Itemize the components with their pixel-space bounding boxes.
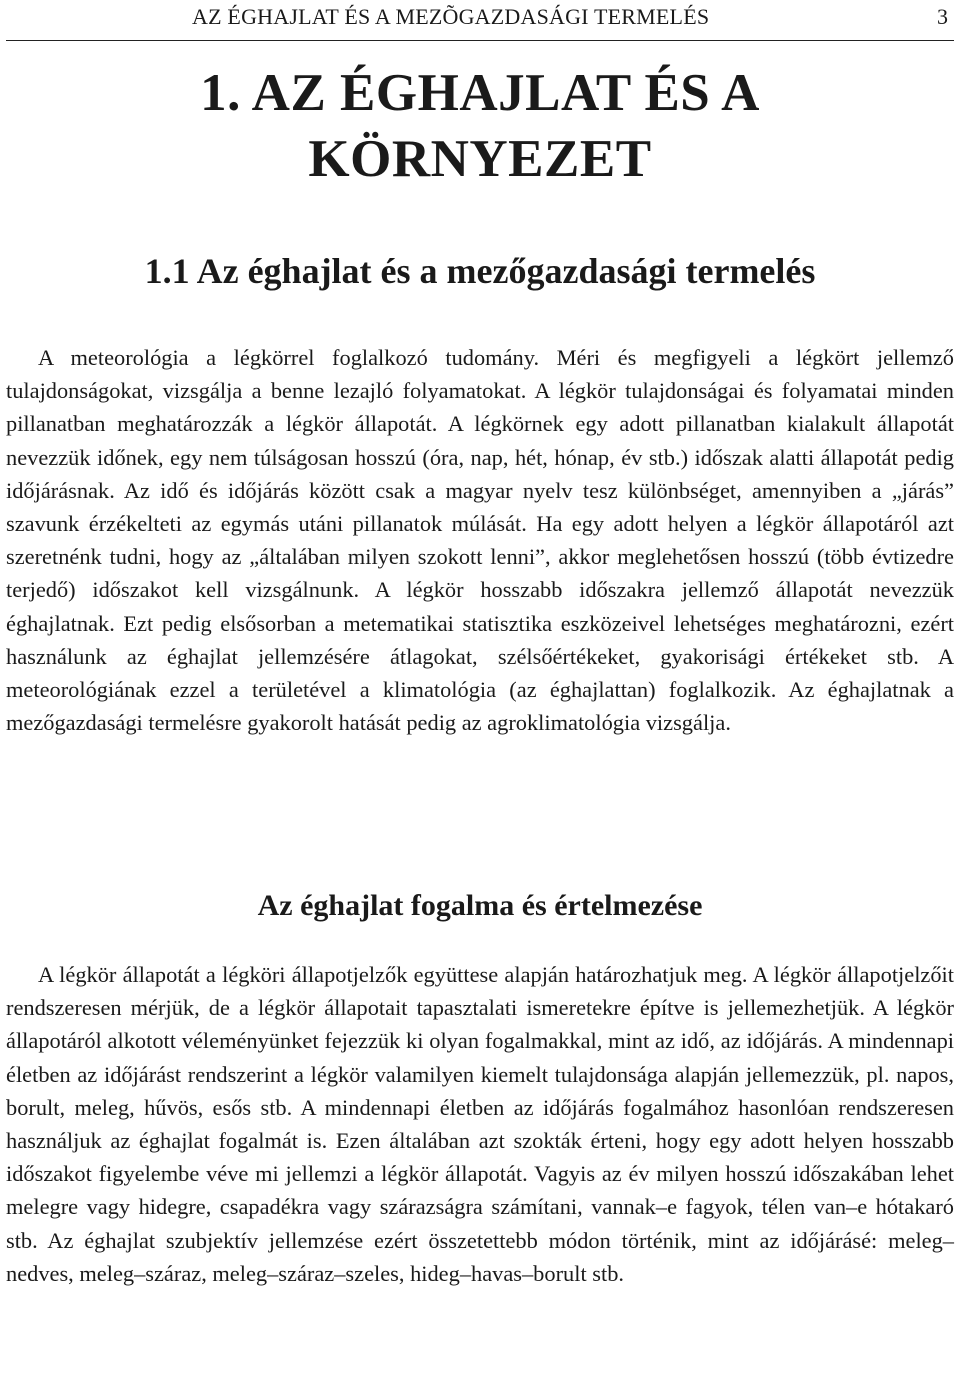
page-number: 3	[937, 4, 948, 29]
running-header	[6, 2, 954, 41]
section-paragraph: A meteorológia a légkörrel foglalkozó tudomány. Méri és megfigyeli a légkört jellemző tulajdonságokat, vizsgálja a benne lezajló folyamatokat. A légkör tulajdonságai és folyamatai minden pillanatban meghatározzák a légkör állapotát. A légkörnek egy adott pillanatban kialakult állapotát nevezzük időnek, egy nem túlságosan hosszú (óra, nap, hét, hónap, év stb.) időszak alatti állapotát pedig időjárásnak. Az idő és időjárás között csak a magyar nyelv tesz különbséget, amennyiben a „járás” szavunk érzékelteti az egymás utáni pillanatok múlását. Ha egy adott helyen a légkör állapotáról azt szeretnénk tudni, hogy az „általában milyen szokott lenni”, akkor meglehetősen hosszú (több évtizedre terjedő) időszakot kell vizsgálnunk. A légkör hosszabb időszakra jellemző állapotát nevezzük éghajlatnak. Ezt pedig elsősorban a metematikai statisztika eszközeivel lehetséges meghatározni, ezért használunk az éghajlat jellemzésére átlagokat, szélsőértékeket, gyakorisági értékeket stb. A meteorológiának ezzel a területével a klimatológia (az éghajlattan) foglalkozik. Az éghajlatnak a mezőgazdasági termelésre gyakorolt hatását pedig az agroklimatológia vizsgálja.	[6, 345, 954, 736]
subsection-paragraph: A légkör állapotát a légköri állapotjelzők együttese alapján határozhatjuk meg. A légkör állapotjelzőit rendszeresen mérjük, de a légkör állapotait tapasztalati ismeretekre építve is jellemezhetjük. A légkör állapotáról alkotott véleményünket fejezzük ki olyan fogalmakkal, mint az idő, az időjárás. A mindennapi életben az időjárást rendszerint a légkör valamilyen kiemelt tulajdonsága alapján jellemezzük, pl. napos, borult, meleg, hűvös, esős stb. A mindennapi életben az időjárás fogalmához hasonlóan rendszeresen használjuk az éghajlat fogalmát is. Ezen általában azt szokták érteni, hogy egy adott helyen hosszabb időszakot figyelembe véve mi jellemzi a légkör állapotát. Vagyis az év milyen hosszú időszakában lehet melegre vagy hidegre, csapadékra vagy szárazságra számítani, vannak–e fagyok, télen van–e hótakaró stb. Az éghajlat szubjektív jellemzése ezért összetettebb módon történik, mint az időjárásé: meleg–nedves, meleg–száraz, meleg–száraz–szeles, hideg–havas–borult stb.	[6, 962, 954, 1286]
chapter-title: 1. AZ ÉGHAJLAT ÉS A KÖRNYEZET	[200, 64, 760, 188]
section-title: 1.1 Az éghajlat és a mezőgazdasági termelés	[144, 251, 816, 291]
subsection-title: Az éghajlat fogalma és értelmezése	[257, 889, 703, 922]
running-header-title: AZ ÉGHAJLAT ÉS A MEZÕGAZDASÁGI TERMELÉS	[192, 4, 710, 29]
